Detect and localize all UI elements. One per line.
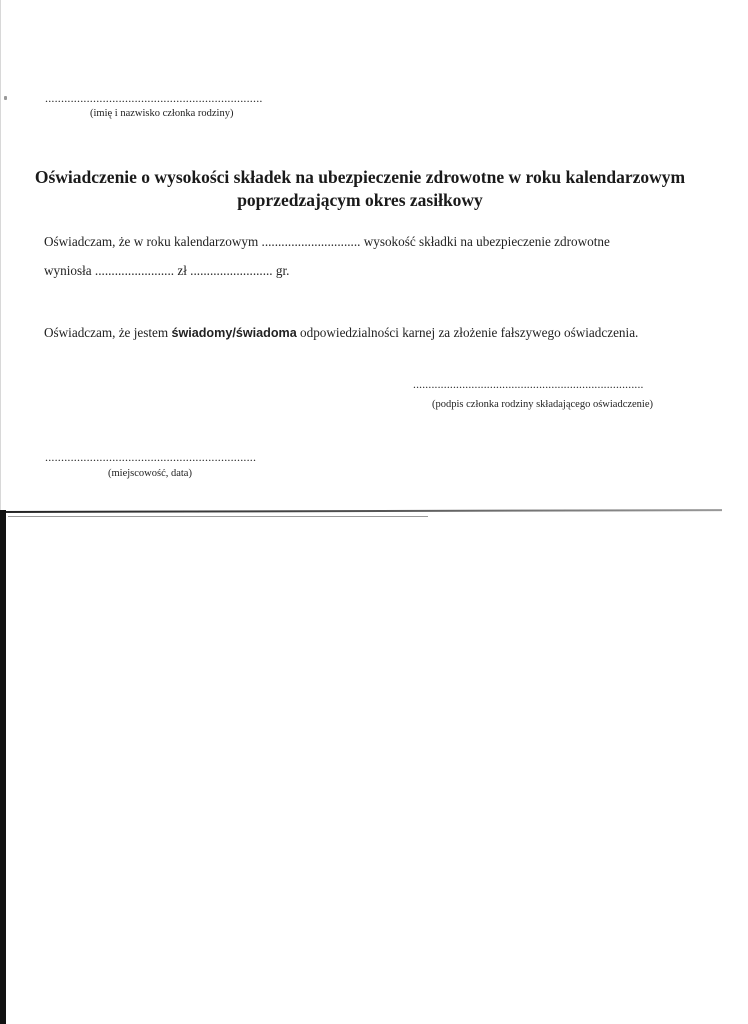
- scan-edge: [0, 0, 1, 510]
- awareness-text-end: odpowiedzialności karnej za złożenie fałszywego oświadczenia.: [300, 325, 639, 340]
- year-dotted-field: ..............................: [261, 234, 361, 249]
- scan-dark-edge: [0, 510, 6, 1024]
- statement-amount-line: [44, 263, 289, 279]
- zl-dotted-field: ........................: [94, 263, 175, 278]
- name-dotted-line: ....................................................................: [45, 91, 263, 105]
- place-date-dotted-line: ..................................................................: [45, 450, 257, 464]
- amount-label: wyniosła: [44, 263, 92, 278]
- scan-speck: [4, 96, 7, 100]
- place-date-caption: (miejscowość, data): [108, 468, 192, 479]
- name-caption: (imię i nazwisko członka rodziny): [90, 108, 234, 119]
- signature-caption: (podpis członka rodziny składającego oświadczenie): [432, 399, 653, 410]
- statement-contribution-text: wysokość składki na ubezpieczenie zdrowotne: [363, 234, 610, 249]
- awareness-text-start: Oświadczam, że jestem: [44, 325, 169, 340]
- document-title-line-1: Oświadczenie o wysokości składek na ubezpieczenie zdrowotne w roku kalendarzowym: [34, 167, 686, 187]
- scan-fold-shadow: [8, 516, 428, 517]
- signature-dotted-line: ...........................................................................: [413, 379, 644, 391]
- document-title-line-2: poprzedzającym okres zasiłkowy: [237, 190, 483, 210]
- gr-label: gr.: [275, 263, 290, 278]
- awareness-bold-text: świadomy/świadoma: [171, 326, 297, 340]
- scan-fold-line: [0, 509, 722, 513]
- statement-awareness-line: [44, 325, 638, 341]
- gr-dotted-field: .........................: [190, 263, 273, 278]
- statement-year-line: [44, 234, 610, 250]
- statement-year-text: Oświadczam, że w roku kalendarzowym: [44, 234, 259, 249]
- zl-label: zł: [177, 263, 187, 278]
